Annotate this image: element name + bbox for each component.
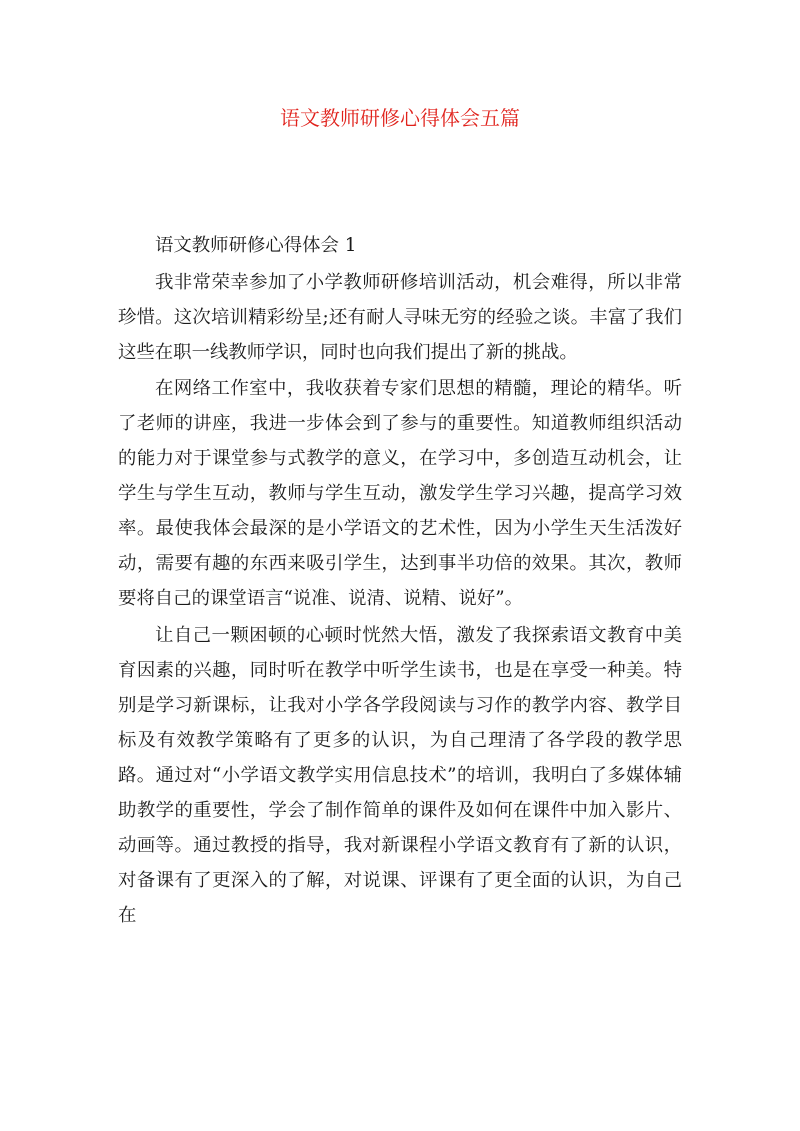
paragraph: 在网络工作室中，我收获着专家们思想的精髓，理论的精华。听了老师的讲座，我进一步体会到了参与的重要性。知道教师组织活动的能力对于课堂参与式教学的意义，在学习中，多创造互动机会，让学生与学生互动，教师与学生互动，激发学生学习兴趣，提高学习效率。最使我体会最深的是小学语文的艺术性，因为小学生天生活泼好动，需要有趣的东西来吸引学生，达到事半功倍的效果。其次，教师要将自己的课堂语言“说准、说清、说精、说好”。 xyxy=(118,378,682,609)
paragraph: 我非常荣幸参加了小学教师研修培训活动，机会难得，所以非常珍惜。这次培训精彩纷呈;还有耐人寻味无穷的经验之谈。丰富了我们这些在职一线教师学识，同时也向我们提出了新的挑战。 xyxy=(118,271,682,363)
section-heading: 语文教师研修心得体会 1 xyxy=(155,235,357,256)
document-title: 语文教师研修心得体会五篇 xyxy=(280,106,520,130)
paragraph: 让自己一颗困顿的心顿时恍然大悟，激发了我探索语文教育中美育因素的兴趣，同时听在教学中听学生读书，也是在享受一种美。特别是学习新课标，让我对小学各学段阅读与习作的教学内容、教学目标及有效教学策略有了更多的认识，为自己理清了各学段的教学思路。通过对“小学语文教学实用信息技术”的培训，我明白了多媒体辅助教学的重要性，学会了制作简单的课件及如何在课件中加入影片、动画等。通过教授的指导，我对新课程小学语文教育有了新的认识，对备课有了更深入的了解，对说课、评课有了更全面的认识，为自己在 xyxy=(118,624,682,926)
document-body xyxy=(118,228,682,934)
